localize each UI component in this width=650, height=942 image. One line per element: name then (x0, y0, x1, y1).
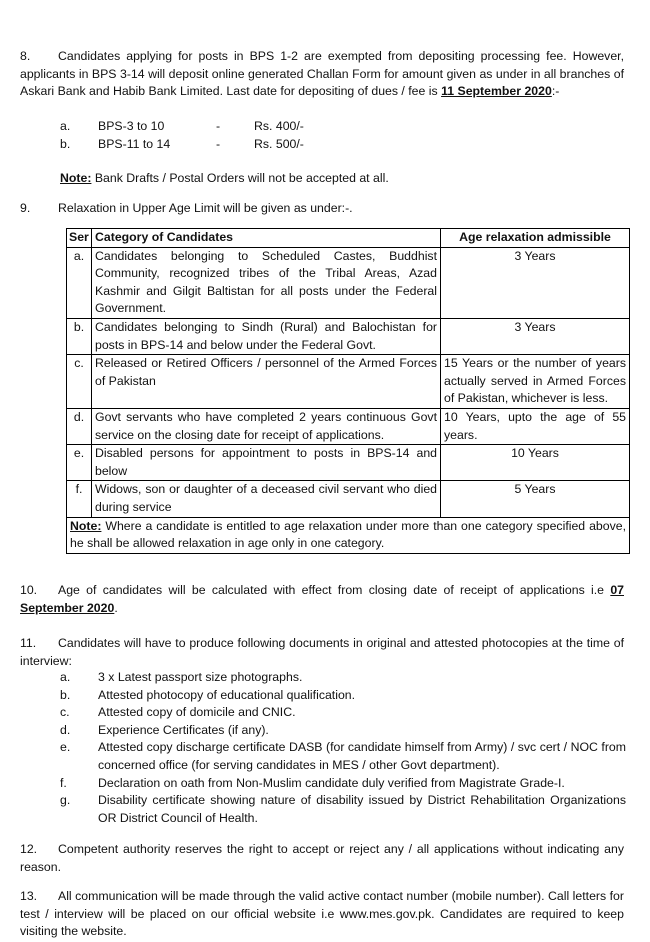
note-label: Note: (60, 171, 92, 185)
para-11-number: 11. (20, 636, 37, 650)
para-8 (20, 48, 624, 101)
list-item (60, 739, 626, 774)
row-ser: e. (67, 445, 92, 481)
para-9-number: 9. (20, 201, 31, 215)
para-8-note (60, 170, 626, 188)
para-11-text: Candidates will have to produce following documents in original and attested photocopies at the time of interview: (20, 636, 624, 668)
row-age: 10 Years, upto the age of 55 years. (441, 408, 630, 444)
para-12-number: 12. (20, 842, 38, 856)
table-row (67, 445, 630, 481)
table-row (67, 408, 630, 444)
age-relaxation-table (66, 228, 630, 554)
para-10-number: 10. (20, 583, 38, 597)
row-ser: f. (67, 481, 92, 517)
list-item (60, 687, 626, 705)
fee-list (60, 118, 626, 153)
list-item-key: b. (60, 687, 71, 702)
table-note-label: Note: (70, 518, 102, 533)
row-age: 10 Years (441, 445, 630, 481)
fee-amount: Rs. 500/- (254, 136, 304, 151)
para-11 (20, 635, 624, 670)
fee-amount: Rs. 400/- (254, 119, 304, 133)
row-category: Candidates belonging to Scheduled Castes, Buddhist Community, recognized tribes of the Tribal Areas, Azad Kashmir and Gilgit Baltistan for all posts under the Federal Government. (92, 247, 441, 318)
fee-row (60, 118, 626, 136)
row-age: 5 Years (441, 481, 630, 517)
para-9-text: Relaxation in Upper Age Limit will be given as under:-. (58, 201, 353, 215)
list-item-key: g. (60, 793, 71, 808)
para-10-date-suffix: . (114, 600, 118, 615)
row-category: Candidates belonging to Sindh (Rural) and Balochistan for posts in BPS-14 and below under the Federal Govt. (92, 318, 441, 354)
list-item (60, 792, 626, 827)
list-item-key: a. (60, 670, 71, 684)
para-10-text: Age of candidates will be calculated with effect from closing date of receipt of applications i.e (58, 583, 605, 597)
table-header-row (67, 229, 630, 248)
para-12-text: Competent authority reserves the right to accept or reject any / all applications without indicating any reason. (20, 842, 624, 874)
table-note-text: Where a candidate is entitled to age relaxation under more than one category specified above, he shall be allowed relaxation in age only in one category. (70, 518, 626, 551)
list-item-key: d. (60, 722, 71, 737)
para-10 (20, 582, 624, 617)
list-item (60, 704, 626, 722)
row-age: 15 Years or the number of years actually served in Armed Forces of Pakistan, whichever is less. (441, 355, 630, 409)
row-category: Govt servants who have completed 2 years continuous Govt service on the closing date for receipt of applications. (92, 408, 441, 444)
fee-key: a. (60, 119, 71, 133)
list-item-text: Attested photocopy of educational qualification. (98, 687, 356, 702)
row-category: Widows, son or daughter of a deceased civil servant who died during service (92, 481, 441, 517)
documents-list (60, 669, 626, 827)
fee-row (60, 136, 626, 154)
row-age: 3 Years (441, 318, 630, 354)
para-8-date-suffix: :- (551, 84, 560, 99)
header-ser: Ser (67, 229, 92, 248)
row-age: 3 Years (441, 247, 630, 318)
note-text: Bank Drafts / Postal Orders will not be accepted at all. (91, 171, 389, 185)
para-8-text: Candidates applying for posts in BPS 1-2 are exempted from depositing processing fee. However, applicants in BPS 3-14 will deposit online generated Challan Form for amount given as under in all branches of Askari Bank and Habib Bank Limited. Last date for depositing of dues / fee is (20, 49, 624, 99)
list-item-text: Declaration on oath from Non-Muslim candidate duly verified from Magistrate Grade-I. (98, 775, 565, 790)
list-item-text: Experience Certificates (if any). (98, 722, 269, 737)
list-item-text: Attested copy discharge certificate DASB (for candidate himself from Army) / svc cert / NOC from concerned office (for serving candidates in MES / other Govt department). (98, 740, 626, 772)
header-age-relaxation: Age relaxation admissible (441, 229, 630, 248)
row-ser: a. (67, 247, 92, 318)
list-item (60, 775, 626, 793)
para-8-number: 8. (20, 49, 31, 63)
list-item-text: 3 x Latest passport size photographs. (98, 670, 303, 684)
table-row (67, 318, 630, 354)
list-item-key: c. (60, 705, 70, 720)
header-category: Category of Candidates (92, 229, 441, 248)
table-row (67, 355, 630, 409)
fee-dash: - (216, 119, 221, 133)
row-ser: b. (67, 318, 92, 354)
row-ser: c. (67, 355, 92, 409)
list-item (60, 722, 626, 740)
para-12 (20, 841, 624, 876)
para-10-date: 07 September 2020 (20, 583, 624, 615)
list-item-text: Attested copy of domicile and CNIC. (98, 705, 296, 720)
table-note-row (67, 517, 630, 553)
para-9 (20, 200, 624, 218)
para-13 (20, 888, 624, 941)
table-row (67, 247, 630, 318)
para-13-number: 13. (20, 889, 38, 903)
para-13-text: All communication will be made through the valid active contact number (mobile number). Call letters for test / interview will be placed on our official website i.e www.mes.gov.pk. Candidates are required to keep visiting the website. (20, 889, 624, 939)
fee-label: BPS-11 to 14 (98, 136, 171, 151)
row-category: Disabled persons for appointment to posts in BPS-14 and below (92, 445, 441, 481)
list-item-key: f. (60, 775, 67, 790)
list-item (60, 669, 626, 687)
list-item-text: Disability certificate showing nature of disability issued by District Rehabilitation Organizations OR District Council of Health. (98, 793, 626, 825)
table-row (67, 481, 630, 517)
list-item-key: e. (60, 740, 71, 755)
row-category: Released or Retired Officers / personnel of the Armed Forces of Pakistan (92, 355, 441, 409)
para-8-date: 11 September 2020 (441, 84, 552, 99)
table-note (67, 517, 630, 553)
fee-label: BPS-3 to 10 (98, 119, 165, 133)
fee-key: b. (60, 136, 71, 151)
row-ser: d. (67, 408, 92, 444)
fee-dash: - (216, 136, 221, 151)
